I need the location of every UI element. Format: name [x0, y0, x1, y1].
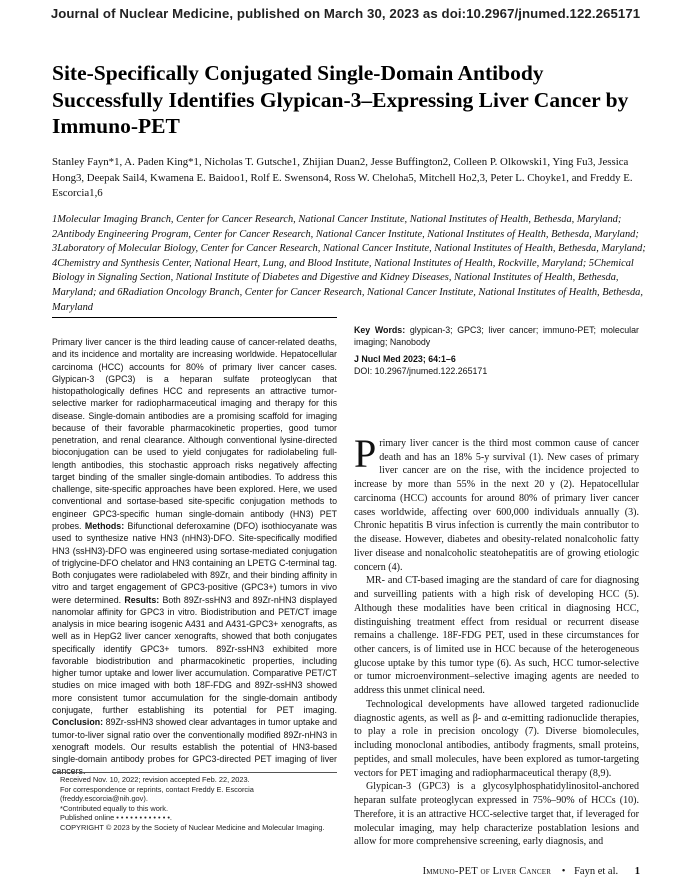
keywords-text: glypican-3; GPC3; liver cancer; immuno-PET; molecular imaging; Nanobody: [354, 325, 639, 348]
correspondence-note: For correspondence or reprints, contact Freddy E. Escorcia (freddy.escorcia@nih.gov).: [60, 784, 254, 804]
running-title: Immuno-PET of Liver Cancer: [422, 866, 552, 877]
article-title: Site-Specifically Conjugated Single-Domain Antibody Successfully Identifies Glypican-3–Expressing Liver Cancer by Immuno-PET: [52, 61, 629, 138]
body-text: [354, 431, 639, 849]
paragraph-4: Glypican-3 (GPC3) is a glycosylphosphatidylinositol-anchored heparan sulfate proteoglycan expressed in 75%–90% of HCCs (10). Therefore, it is an attractive HCC-selective target that, if leveraged for molecular imaging, may help characterize postablation lesions and allow for more comprehensive screening, early diagnosis, and: [354, 781, 639, 848]
paragraph-3: Technological developments have allowed targeted radionuclide diagnostic agents, as well as β- and α-emitting radionuclide therapies, to play a role in precision oncology (7). Diverse biomolecules, including monoclonal antibodies, antibody fragments, small proteins, peptides, and small molecules, have been explored as tumor-targeting vectors for PET imaging and radiopharmaceutical therapy (8,9).: [354, 698, 639, 779]
footer-sep: •: [561, 866, 566, 877]
journal-banner: Journal of Nuclear Medicine, published on March 30, 2023 as doi:10.2967/jnumed.122.265171: [50, 6, 641, 21]
keywords-block: [354, 321, 639, 377]
results-label: Results:: [124, 594, 160, 605]
methods-label: Methods:: [84, 520, 125, 531]
abstract: [52, 336, 337, 778]
affiliations: 1Molecular Imaging Branch, Center for Cancer Research, National Cancer Institute, National Institutes of Health, Bethesda, Maryland; 2Antibody Engineering Program, Center for Cancer Research, National Cancer Institute, National Institutes of Health, Bethesda, Maryland; 3Laboratory of Molecular Biology, Center for Cancer Research, National Cancer Institute, National Institutes of Health, Bethesda, Maryland; 4Chemistry and Synthesis Center, National Heart, Lung, and Blood Institute, National Institutes of Health, Rockville, Maryland; 5Chemical Biology in Signaling Section, National Institute of Diabetes and Digestive and Kidney Diseases, National Institutes of Health, Bethesda, Maryland; and 6Radiation Oncology Branch, Center for Cancer Research, National Cancer Institute, National Institutes of Health, Bethesda, Maryland: [52, 214, 646, 313]
author-list: Stanley Fayn*1, A. Paden King*1, Nicholas T. Gutsche1, Zhijian Duan2, Jesse Buffington2, Colleen P. Olkowski1, Ying Fu3, Jessica Hong3, Deepak Sail4, Kwamena E. Baidoo1, Rolf E. Swenson4, Ross W. Cheloha5, Mitchell Ho2,3, Peter L. Choyke1, and Freddy E. Escorcia1,6: [52, 156, 633, 199]
journal-citation: J Nucl Med 2023; 64:1–6: [354, 353, 456, 364]
page-number: 1: [634, 866, 640, 877]
abstract-methods: Bifunctional deferoxamine (DFO) isothiocyanate was used to synthesize native HN3 (nHN3)-DFO. Site-specifically modified HN3 (ssHN3)-DFO was engineered using sortase-mediated conjugation of triglycine-DFO chelator and HN3 containing an LPETG C-terminal tag. Both conjugates were radiolabeled with 89Zr, and their binding affinity in vitro and target engagement of GPC3-positive (GPC3+) tumors in vivo were determined.: [52, 520, 337, 605]
abstract-conclusion: 89Zr-ssHN3 showed clear advantages in tumor uptake and tumor-to-liver signal ratio over the conventionally modified 89Zr-nHN3 in xenograft models. Our results establish the potential of HN3-based single-domain antibody probes for GPC3-directed PET imaging of liver cancers.: [52, 717, 337, 777]
copyright-note: COPYRIGHT © 2023 by the Society of Nuclear Medicine and Molecular Imaging.: [60, 822, 325, 832]
paragraph-1: [354, 431, 639, 574]
footnotes: [52, 772, 337, 833]
paragraph-2: MR- and CT-based imaging are the standard of care for diagnosing and surveilling patients with a high risk of developing HCC (5). Although these modalities have been critical in diagnosing HCC, distinguishing treatment effect from residual or recurrent disease remains a challenge. 18F-FDG PET, used in these circumstances for other cancers, is of limited use in HCC because of the heterogeneous glucose uptake by this tumor type (6). As such, HCC tumor-selective or tumor microenvironment–selective imaging agents are needed to address this unmet clinical need.: [354, 575, 639, 697]
equal-contribution-note: *Contributed equally to this work.: [60, 803, 169, 813]
drop-cap: P: [354, 431, 377, 476]
page-footer: [380, 866, 640, 877]
abstract-divider: [52, 317, 337, 318]
abstract-intro: Primary liver cancer is the third leading cause of cancer-related deaths, and its incidence and mortality are increasing worldwide. Hepatocellular carcinoma (HCC) accounts for 80% of primary liver cancer cases. Glypican-3 (GPC3) is a heparan sulfate proteoglycan that histopathologically defines HCC and represents an attractive tumor-selective marker for radiopharmaceutical imaging and therapy for this disease. Single-domain antibodies are a promising scaffold for imaging because of their favorable pharmacokinetic properties, good tumor penetration, and renal clearance. Although conventional lysine-directed bioconjugation can be used to yield conjugates for radiolabeling full-length antibodies, this stochastic approach risks negatively affecting target binding of the smaller single-domain antibodies. To address this challenge, site-specific approaches have been explored. Here, we used conventional and sortase-based site-specific conjugation methods to engineer GPC3-specific human single-domain antibody (HN3) PET probes.: [52, 337, 337, 531]
conclusion-label: Conclusion:: [52, 717, 104, 728]
running-authors: Fayn et al.: [574, 866, 619, 877]
published-online-note: Published online • • • • • • • • • • • •.: [60, 813, 172, 823]
paragraph-1-text: rimary liver cancer is the third most common cause of cancer death and has an 18% 5-y survival (1). New cases of primary liver cancer are on the rise, with the incidence projected to increase by more than 55% in the next 20 y (2). Hepatocellular carcinoma (HCC) accounts for around 80% of primary liver cancer cases worldwide, affecting over 600,000 individuals annually (3). Chronic hepatitis B virus infection is currently the main contributor to the disease. However, diabetes and obesity-related nonalcoholic fatty liver disease and nonalcoholic steatohepatitis are of growing etiologic concern (4).: [354, 438, 639, 573]
keywords-label: Key Words:: [354, 325, 406, 335]
abstract-results: Both 89Zr-ssHN3 and 89Zr-nHN3 displayed nanomolar affinity for GPC3 in vitro. Biodistribution and PET/CT image analysis in mice bearing isogenic A431 and A431-GPC3+ xenografts, as well as in HepG2 liver cancer xenografts, showed that both conjugates specifically identify GPC3+ tumors. 89Zr-ssHN3 exhibited more favorable biodistribution and pharmacokinetic properties, including higher tumor uptake and lower liver accumulation. Comparative PET/CT studies on mice imaged with both 18F-FDG and 89Zr-ssHN3 showed more consistent tumor accumulation for the single-domain antibody conjugate, further establishing its potential for PET imaging.: [52, 594, 338, 715]
doi: DOI: 10.2967/jnumed.122.265171: [354, 365, 488, 376]
received-note: Received Nov. 10, 2022; revision accepted Feb. 22, 2023.: [60, 775, 250, 784]
keywords: [354, 324, 639, 349]
